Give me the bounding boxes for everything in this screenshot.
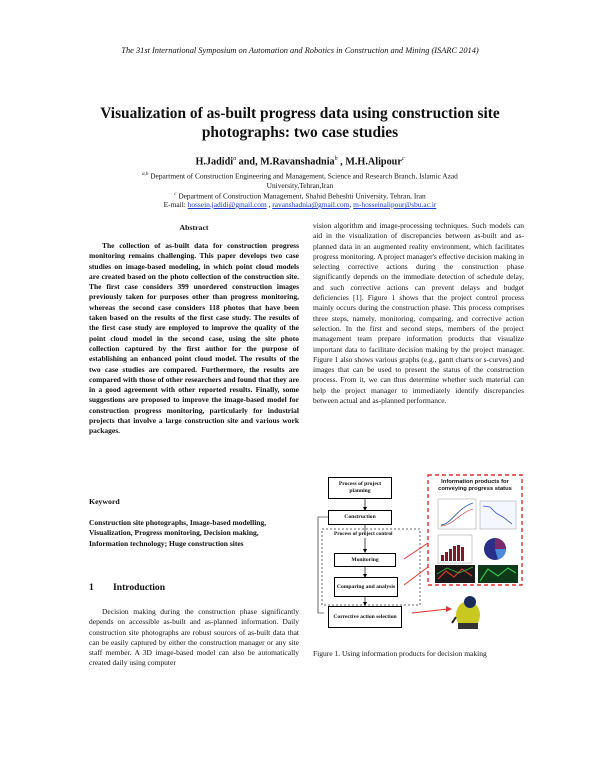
- author-2: M.Ravanshadnia: [260, 156, 335, 168]
- bar-1: [441, 555, 444, 561]
- red-arrow-monitoring: [404, 543, 428, 559]
- abstract-heading: Abstract: [179, 223, 209, 232]
- author-3-sup: c: [401, 156, 405, 162]
- red-arrowhead: [446, 606, 452, 612]
- box-monitoring: Monitoring: [334, 553, 396, 567]
- bar-2: [445, 552, 448, 561]
- section-heading-introduction: [89, 582, 165, 593]
- affiliation-ab-sup: a,b: [142, 172, 149, 177]
- figure-arm: [452, 617, 456, 623]
- box-construction: Construction: [328, 510, 392, 525]
- affiliation-ab: [105, 170, 495, 191]
- email-line: [105, 200, 495, 210]
- figure-head: [464, 596, 476, 608]
- section-title: Introduction: [113, 582, 166, 593]
- title-line-2: photographs: two case studies: [201, 124, 399, 141]
- info-products-title: Information products for conveying progress status: [438, 479, 512, 492]
- right-column-text: vision algorithm and image-processing techniques. Such models can aid in the visualization of discrepancies between as-built and as-planned data in an augmented reality environment, which facilitates progress monitoring. A project manager's effective decision making in selecting corrective actions during the construction phase significantly depends on the immediate detection of schedule delay, and such corrective actions can prevent delays and budget deficiencies [1]. Figure 1 shows that the project control process mainly occurs during the construction phase. This process comprises three steps, namely, monitoring, comparing, and corrective action selection. In the first and second steps, members of the project management team prepare information products that visualize important data to facilitate decision making by the project manager. Figure 1 also shows various graphs (e.g., gantt charts or s-curves) and images that can be used to present the status of the construction process. From it, we can thus determine whether such material can help the project manager to immediately identify discrepancies between actual and as-planned performance.: [313, 221, 524, 406]
- red-arrow-comparing: [404, 567, 428, 585]
- site-model-image: [478, 565, 518, 583]
- trend-chart: [480, 501, 516, 529]
- author-2-sup: b: [334, 156, 338, 162]
- box-process-of-project-planning: Process of project planning: [328, 477, 392, 499]
- section-number: 1: [89, 582, 94, 593]
- abstract-text: The collection of as-built data for construction progress monitoring remains challenging. This paper develops two case studies on image-based modeling, in which point cloud models are created based on the photo collection of the construction site. The first case considers 399 unordered construction images previously taken for purposes other than progress monitoring, whereas the second case considers 118 photos that have been taken based on the results of the first case study. The results of the first case study are employed to improve the quality of the point cloud model in the second case, using the site photo collection captured by the first author for the purpose of establishing an enhanced point cloud model. The results of the two case studies are compared. Furthermore, the results are compared with those of other researchers and found that they are in a good agreement with other reported results. Finally, some suggestions are proposed to improve the image-based model for construction progress monitoring, particularly for industrial projects that involve a large construction site and various work packages.: [89, 241, 299, 436]
- email-link-ravanshadnia[interactable]: ravanshadnia@gmail.com: [272, 200, 350, 209]
- paper-title: [60, 104, 540, 142]
- red-arrow-corrective: [412, 609, 448, 613]
- email-separator-2: ,: [349, 200, 354, 209]
- keyword-text: Construction site photographs, Image-based modelling, Visualization, Progress monitoring, Decision making, Information technology; Huge construction sites: [89, 518, 267, 548]
- affiliation-ab-line1: Department of Construction Engineering and Management, Science and Research Branch, Islamic Azad: [148, 171, 458, 181]
- title-line-1: Visualization of as-built progress data using construction site: [100, 105, 500, 122]
- author-separator-2: ,: [337, 156, 346, 168]
- decision-maker-figure: [452, 596, 480, 629]
- bar-4: [453, 546, 456, 561]
- affiliation-c-line: Department of Construction Management, Shahid Beheshti University, Tehran, Iran: [176, 191, 426, 201]
- box-comparing-and-analysis: Comparing and analysis: [334, 577, 398, 597]
- author-3: M.H.Alipour: [345, 156, 402, 168]
- email-label: E-mail:: [163, 200, 188, 209]
- box-corrective-action-selection: Corrective action selection: [328, 606, 402, 628]
- affiliation-ab-line2: University,Tehran,Iran: [266, 181, 334, 191]
- email-link-alipour[interactable]: m-hosseinalipour@sbu.ac.ir: [353, 200, 437, 209]
- figure-base: [458, 623, 478, 629]
- bar-3: [449, 549, 452, 561]
- label-process-of-project-control: Process of project control: [334, 531, 393, 537]
- conference-header: The 31st International Symposium on Automation and Robotics in Construction and Mining (ISARC 2014): [121, 46, 479, 55]
- keyword-heading: Keyword: [89, 497, 120, 506]
- figure-1-caption: Figure 1. Using information products for decision making: [313, 649, 487, 658]
- affiliation-c-sup: c: [174, 192, 177, 197]
- bar-6: [461, 547, 464, 561]
- email-separator-1: ,: [266, 200, 273, 209]
- figure-1: [312, 473, 524, 643]
- bar-5: [457, 545, 460, 561]
- author-1: H.Jadidi: [195, 156, 234, 168]
- author-list: [0, 156, 600, 167]
- author-separator-1: and,: [236, 156, 261, 168]
- author-1-sup: a: [233, 156, 237, 162]
- introduction-text: Decision making during the construction phase significantly depends on accessible as-built and as-planned information. Daily construction site photographs are robust sources of as-built data that can be easily captured by either the construction manager or any site staff member. A 3D image-based model can also be automatically created daily using computer: [89, 607, 299, 668]
- email-link-jadidi[interactable]: hossein.jadidi@gmail.com: [187, 200, 267, 209]
